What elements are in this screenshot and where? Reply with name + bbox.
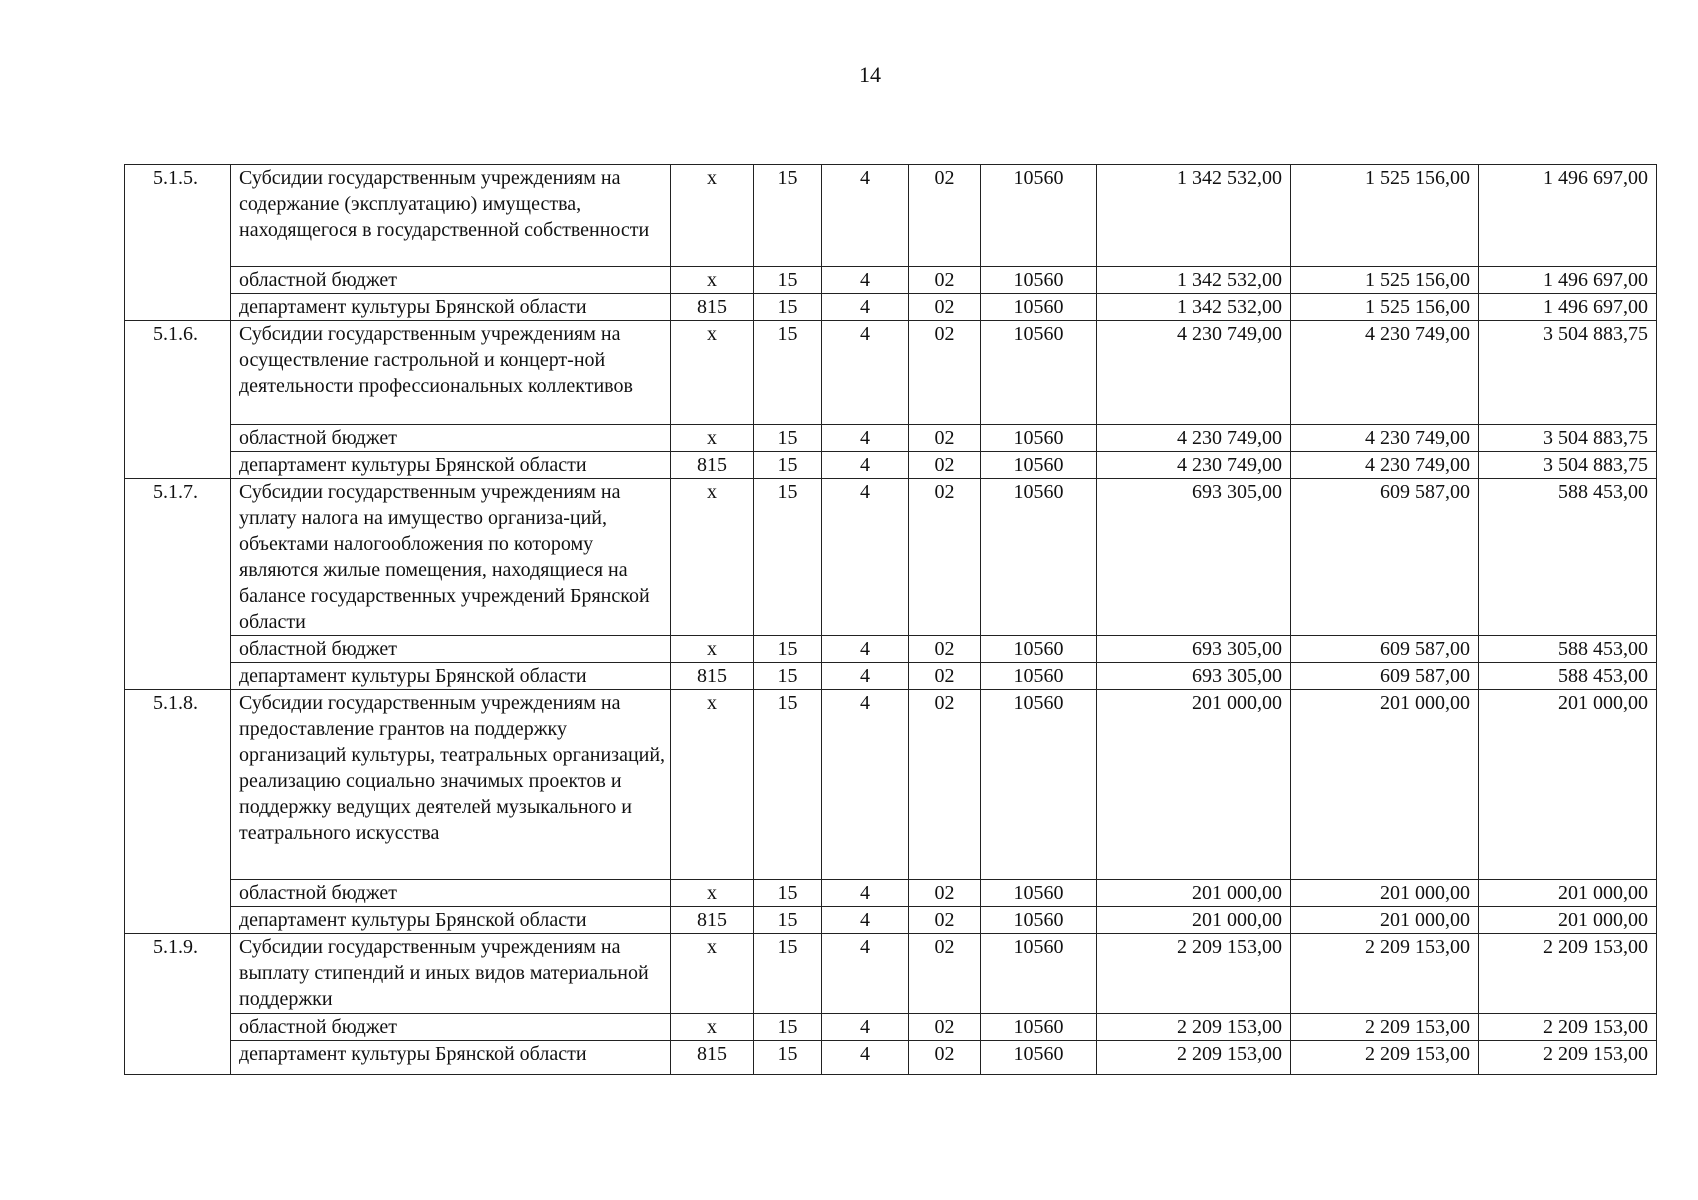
table-row: [125, 1014, 1657, 1041]
cell-amount-2: 2 209 153,00: [1291, 1041, 1479, 1075]
cell-subsection: 4: [822, 425, 909, 452]
cell-amount-2: 1 525 156,00: [1291, 165, 1479, 267]
cell-program: 02: [909, 663, 981, 690]
cell-amount-1: 201 000,00: [1097, 880, 1291, 907]
cell-amount-2: 201 000,00: [1291, 907, 1479, 934]
cell-amount-3: 2 209 153,00: [1479, 1014, 1657, 1041]
cell-admin-code: х: [671, 321, 754, 425]
table-row: [125, 267, 1657, 294]
cell-amount-3: 3 504 883,75: [1479, 321, 1657, 425]
cell-expense-code: 10560: [981, 294, 1097, 321]
item-number: 5.1.9.: [125, 934, 231, 1075]
cell-amount-1: 2 209 153,00: [1097, 934, 1291, 1014]
cell-admin-code: х: [671, 425, 754, 452]
cell-section: 15: [754, 663, 822, 690]
cell-expense-code: 10560: [981, 321, 1097, 425]
table-body: [125, 165, 1657, 1075]
cell-program: 02: [909, 690, 981, 880]
cell-program: 02: [909, 880, 981, 907]
cell-amount-3: 588 453,00: [1479, 663, 1657, 690]
cell-admin-code: х: [671, 267, 754, 294]
cell-amount-3: 3 504 883,75: [1479, 452, 1657, 479]
cell-subsection: 4: [822, 294, 909, 321]
cell-section: 15: [754, 934, 822, 1014]
cell-amount-2: 609 587,00: [1291, 636, 1479, 663]
cell-subsection: 4: [822, 907, 909, 934]
cell-amount-1: 201 000,00: [1097, 907, 1291, 934]
cell-program: 02: [909, 267, 981, 294]
item-description: Субсидии государственным учреждениям на предоставление грантов на поддержку организаций культуры, театральных организаций, реализацию социально значимых проектов и поддержку ведущих деятелей музыкального и театрального искусства: [231, 690, 671, 880]
table-row: [125, 907, 1657, 934]
row-label: департамент культуры Брянской области: [231, 1041, 671, 1075]
cell-subsection: 4: [822, 452, 909, 479]
cell-amount-1: 693 305,00: [1097, 663, 1291, 690]
cell-subsection: 4: [822, 321, 909, 425]
cell-expense-code: 10560: [981, 1041, 1097, 1075]
row-label: областной бюджет: [231, 880, 671, 907]
cell-section: 15: [754, 452, 822, 479]
table-row: [125, 934, 1657, 1014]
item-description: Субсидии государственным учреждениям на выплату стипендий и иных видов материальной поддержки: [231, 934, 671, 1014]
cell-section: 15: [754, 907, 822, 934]
cell-expense-code: 10560: [981, 425, 1097, 452]
row-label: областной бюджет: [231, 425, 671, 452]
cell-expense-code: 10560: [981, 934, 1097, 1014]
cell-expense-code: 10560: [981, 690, 1097, 880]
cell-amount-1: 4 230 749,00: [1097, 425, 1291, 452]
cell-admin-code: 815: [671, 1041, 754, 1075]
cell-subsection: 4: [822, 690, 909, 880]
item-number: 5.1.8.: [125, 690, 231, 934]
cell-admin-code: х: [671, 636, 754, 663]
cell-amount-1: 4 230 749,00: [1097, 452, 1291, 479]
cell-amount-1: 693 305,00: [1097, 636, 1291, 663]
cell-admin-code: х: [671, 479, 754, 636]
cell-amount-2: 1 525 156,00: [1291, 294, 1479, 321]
cell-amount-3: 1 496 697,00: [1479, 267, 1657, 294]
cell-amount-3: 201 000,00: [1479, 690, 1657, 880]
cell-admin-code: х: [671, 934, 754, 1014]
cell-program: 02: [909, 907, 981, 934]
cell-admin-code: х: [671, 165, 754, 267]
cell-section: 15: [754, 479, 822, 636]
cell-subsection: 4: [822, 479, 909, 636]
cell-amount-1: 693 305,00: [1097, 479, 1291, 636]
table-row: [125, 636, 1657, 663]
cell-section: 15: [754, 690, 822, 880]
item-number: 5.1.5.: [125, 165, 231, 321]
cell-expense-code: 10560: [981, 1014, 1097, 1041]
cell-admin-code: 815: [671, 907, 754, 934]
table-row: [125, 452, 1657, 479]
cell-amount-2: 201 000,00: [1291, 690, 1479, 880]
page-number: 14: [859, 62, 881, 87]
cell-section: 15: [754, 1014, 822, 1041]
cell-admin-code: х: [671, 1014, 754, 1041]
cell-subsection: 4: [822, 267, 909, 294]
cell-subsection: 4: [822, 1014, 909, 1041]
cell-amount-2: 1 525 156,00: [1291, 267, 1479, 294]
item-number: 5.1.7.: [125, 479, 231, 690]
cell-expense-code: 10560: [981, 267, 1097, 294]
cell-expense-code: 10560: [981, 880, 1097, 907]
cell-section: 15: [754, 294, 822, 321]
budget-table: [124, 164, 1657, 1075]
cell-subsection: 4: [822, 880, 909, 907]
cell-admin-code: х: [671, 690, 754, 880]
cell-program: 02: [909, 1041, 981, 1075]
cell-section: 15: [754, 636, 822, 663]
cell-amount-3: 588 453,00: [1479, 636, 1657, 663]
cell-program: 02: [909, 165, 981, 267]
cell-amount-1: 201 000,00: [1097, 690, 1291, 880]
cell-program: 02: [909, 321, 981, 425]
cell-amount-2: 609 587,00: [1291, 479, 1479, 636]
cell-expense-code: 10560: [981, 452, 1097, 479]
cell-admin-code: 815: [671, 294, 754, 321]
cell-admin-code: 815: [671, 663, 754, 690]
cell-amount-3: 201 000,00: [1479, 880, 1657, 907]
item-description: Субсидии государственным учреждениям на осуществление гастрольной и концерт-ной деятельности профессиональных коллективов: [231, 321, 671, 425]
cell-amount-1: 4 230 749,00: [1097, 321, 1291, 425]
cell-admin-code: х: [671, 880, 754, 907]
cell-subsection: 4: [822, 1041, 909, 1075]
cell-amount-2: 609 587,00: [1291, 663, 1479, 690]
row-label: департамент культуры Брянской области: [231, 452, 671, 479]
cell-amount-2: 2 209 153,00: [1291, 934, 1479, 1014]
table-row: [125, 165, 1657, 267]
table-row: [125, 294, 1657, 321]
cell-program: 02: [909, 479, 981, 636]
cell-amount-1: 1 342 532,00: [1097, 267, 1291, 294]
cell-subsection: 4: [822, 636, 909, 663]
cell-amount-3: 588 453,00: [1479, 479, 1657, 636]
cell-expense-code: 10560: [981, 663, 1097, 690]
table-row: [125, 880, 1657, 907]
cell-expense-code: 10560: [981, 636, 1097, 663]
cell-amount-3: 2 209 153,00: [1479, 934, 1657, 1014]
cell-section: 15: [754, 880, 822, 907]
table-row: [125, 479, 1657, 636]
cell-amount-1: 2 209 153,00: [1097, 1014, 1291, 1041]
row-label: областной бюджет: [231, 1014, 671, 1041]
cell-amount-1: 1 342 532,00: [1097, 294, 1291, 321]
row-label: областной бюджет: [231, 267, 671, 294]
cell-amount-3: 1 496 697,00: [1479, 294, 1657, 321]
table-row: [125, 663, 1657, 690]
row-label: областной бюджет: [231, 636, 671, 663]
cell-amount-2: 4 230 749,00: [1291, 321, 1479, 425]
cell-section: 15: [754, 267, 822, 294]
cell-subsection: 4: [822, 165, 909, 267]
cell-amount-3: 201 000,00: [1479, 907, 1657, 934]
cell-amount-2: 201 000,00: [1291, 880, 1479, 907]
cell-subsection: 4: [822, 663, 909, 690]
cell-amount-2: 4 230 749,00: [1291, 425, 1479, 452]
cell-amount-2: 2 209 153,00: [1291, 1014, 1479, 1041]
table-row: [125, 425, 1657, 452]
table-row: [125, 690, 1657, 880]
cell-amount-1: 1 342 532,00: [1097, 165, 1291, 267]
row-label: департамент культуры Брянской области: [231, 294, 671, 321]
cell-program: 02: [909, 452, 981, 479]
item-description: Субсидии государственным учреждениям на уплату налога на имущество организа-ций, объектами налогообложения по которому являются жилые помещения, находящиеся на балансе государственных учреждений Брянской области: [231, 479, 671, 636]
cell-program: 02: [909, 425, 981, 452]
item-number: 5.1.6.: [125, 321, 231, 479]
cell-amount-3: 3 504 883,75: [1479, 425, 1657, 452]
cell-expense-code: 10560: [981, 479, 1097, 636]
row-label: департамент культуры Брянской области: [231, 907, 671, 934]
cell-program: 02: [909, 636, 981, 663]
cell-section: 15: [754, 321, 822, 425]
cell-expense-code: 10560: [981, 165, 1097, 267]
table-row: [125, 1041, 1657, 1075]
cell-program: 02: [909, 294, 981, 321]
cell-program: 02: [909, 934, 981, 1014]
cell-amount-3: 1 496 697,00: [1479, 165, 1657, 267]
table-row: [125, 321, 1657, 425]
item-description: Субсидии государственным учреждениям на содержание (эксплуатацию) имущества, находящегося в государственной собственности: [231, 165, 671, 267]
cell-amount-1: 2 209 153,00: [1097, 1041, 1291, 1075]
cell-subsection: 4: [822, 934, 909, 1014]
cell-amount-3: 2 209 153,00: [1479, 1041, 1657, 1075]
cell-section: 15: [754, 1041, 822, 1075]
cell-amount-2: 4 230 749,00: [1291, 452, 1479, 479]
cell-expense-code: 10560: [981, 907, 1097, 934]
row-label: департамент культуры Брянской области: [231, 663, 671, 690]
cell-section: 15: [754, 165, 822, 267]
cell-section: 15: [754, 425, 822, 452]
cell-admin-code: 815: [671, 452, 754, 479]
cell-program: 02: [909, 1014, 981, 1041]
